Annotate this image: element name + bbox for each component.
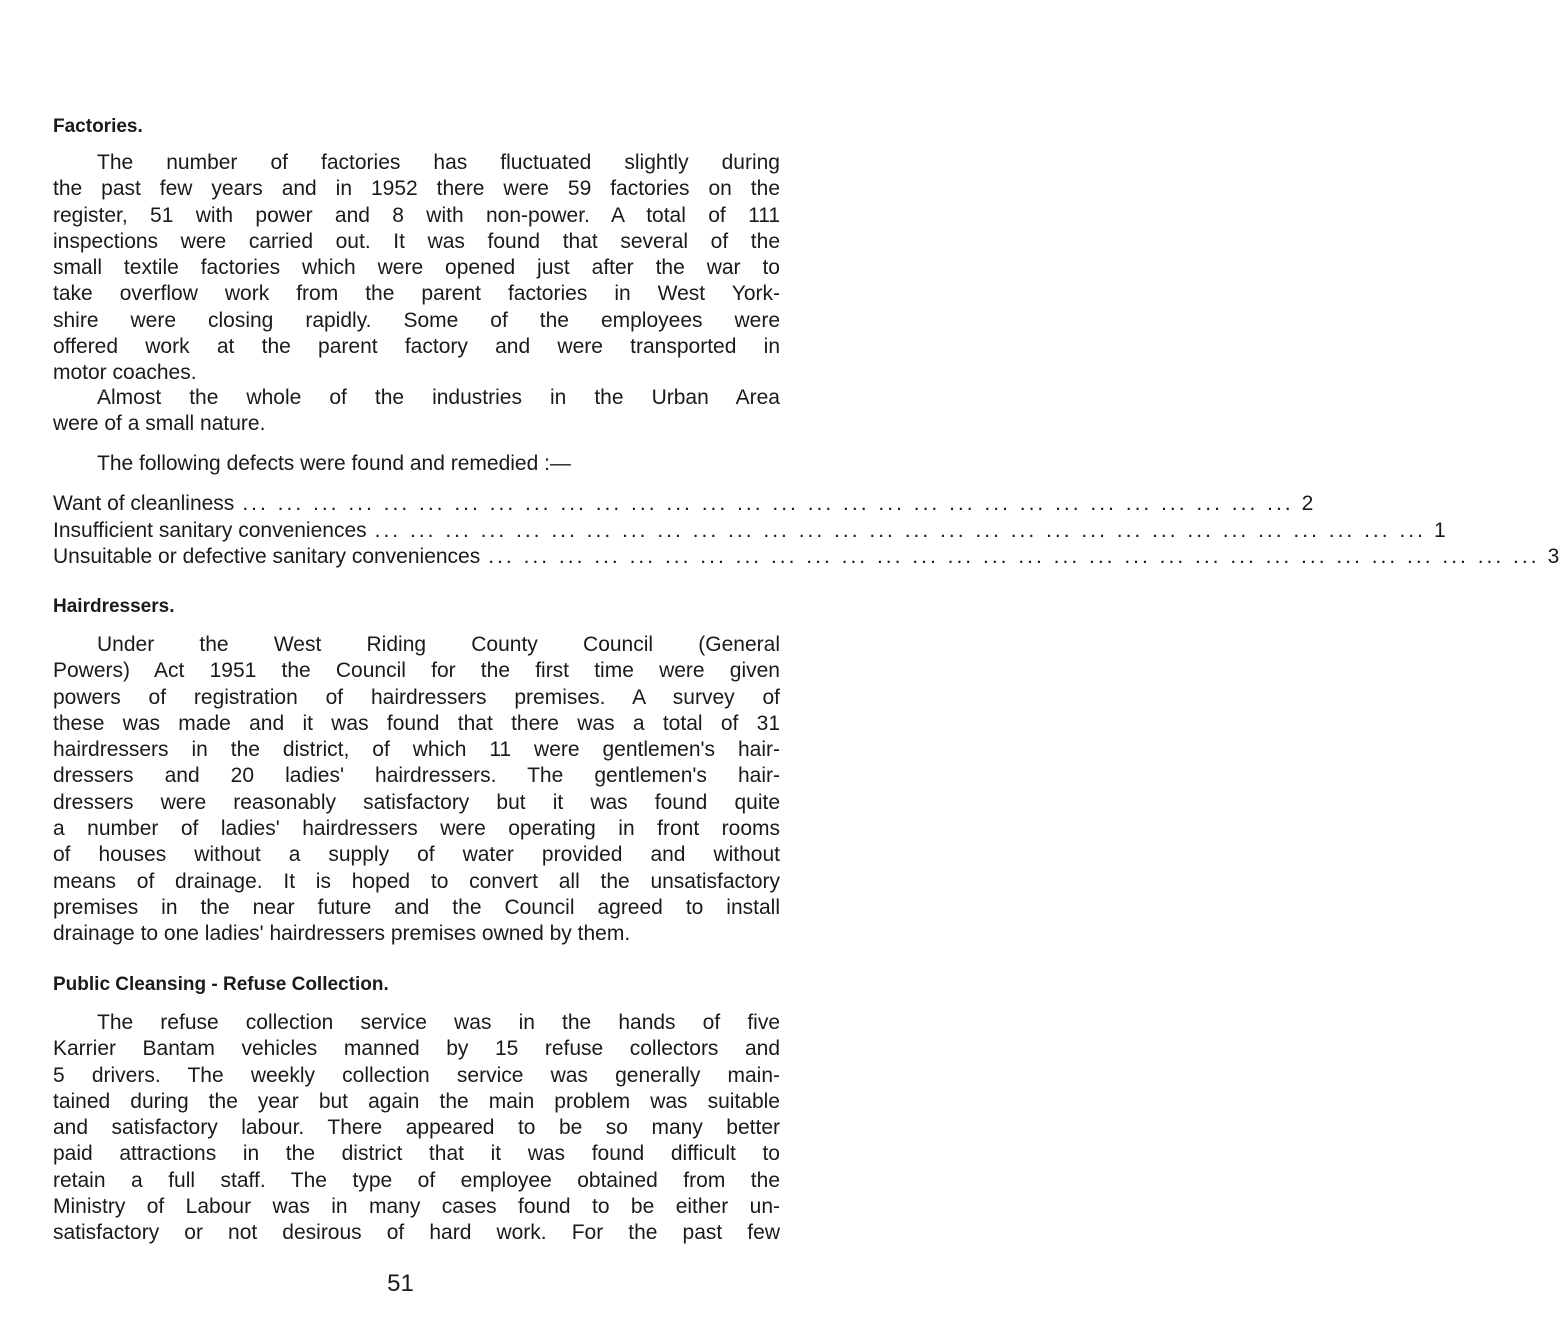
text-line: inspections were carried out. It was found that several of the: [53, 229, 780, 253]
text-line: the past few years and in 1952 there were 59 factories on the: [53, 177, 780, 201]
text-line: premises in the near future and the Council agreed to install: [53, 895, 780, 919]
defect-count: 2: [1301, 492, 1314, 515]
defect-item: [53, 518, 1446, 545]
text-line: a number of ladies' hairdressers were operating in front rooms: [53, 817, 780, 841]
cleansing-heading: Public Cleansing - Refuse Collection.: [53, 974, 389, 995]
text-line: Under the West Riding County Council (General: [97, 633, 780, 656]
text-line: Karrier Bantam vehicles manned by 15 refuse collectors and: [53, 1037, 780, 1061]
text-line: dressers were reasonably satisfactory but it was found quite: [53, 790, 780, 814]
text-line: The refuse collection service was in the hands of five: [97, 1011, 780, 1034]
text-line: offered work at the parent factory and were transported in: [53, 335, 780, 359]
text-line: dressers and 20 ladies' hairdressers. The gentlemen's hair-: [53, 764, 780, 788]
text-line: hairdressers in the district, of which 11 were gentlemen's hair-: [53, 738, 780, 762]
text-line: motor coaches.: [53, 361, 197, 385]
defect-item: [53, 544, 1559, 571]
defect-label: Unsuitable or defective sanitary conveniences: [53, 545, 481, 568]
text-line: were of a small nature.: [53, 412, 266, 436]
defect-count: 3: [1547, 545, 1559, 568]
text-line: Ministry of Labour was in many cases found to be either un-: [53, 1195, 780, 1219]
factories-paragraph-3: [53, 451, 780, 477]
text-line: of houses without a supply of water provided and without: [53, 843, 780, 867]
text-line: powers of registration of hairdressers premises. A survey of: [53, 685, 780, 709]
leader-dots: ... ... ... ... ... ... ... ... ... ... ... ... ... ... ... ... ... ... ... ... ... ... ... ... ... ... ... ... ... ...: [242, 492, 1294, 515]
text-line: The following defects were found and remedied :—: [97, 452, 571, 475]
defects-list: [53, 491, 1559, 571]
text-line: tained during the year but again the main problem was suitable: [53, 1089, 780, 1113]
page-number: 51: [387, 1270, 414, 1297]
text-line: take overflow work from the parent factories in West York-: [53, 282, 780, 306]
leader-dots: ... ... ... ... ... ... ... ... ... ... ... ... ... ... ... ... ... ... ... ... ... ... ... ... ... ... ... ... ... ...: [488, 545, 1540, 568]
text-line: satisfactory or not desirous of hard work. For the past few: [53, 1221, 780, 1245]
defect-label: Insufficient sanitary conveniences: [53, 518, 367, 542]
text-line: Powers) Act 1951 the Council for the first time were given: [53, 659, 780, 683]
factories-paragraph-2: [53, 385, 780, 438]
text-line: The number of factories has fluctuated slightly during: [97, 151, 780, 174]
cleansing-paragraph: [53, 1010, 780, 1247]
text-line: Almost the whole of the industries in the Urban Area: [97, 386, 780, 409]
defect-item: [53, 491, 1314, 518]
defect-label: Want of cleanliness: [53, 492, 235, 515]
text-line: register, 51 with power and 8 with non-power. A total of 111: [53, 203, 780, 227]
text-line: retain a full staff. The type of employee obtained from the: [53, 1168, 780, 1192]
factories-paragraph-1: [53, 150, 780, 387]
text-line: paid attractions in the district that it was found difficult to: [53, 1142, 780, 1166]
text-line: small textile factories which were opened just after the war to: [53, 256, 780, 280]
factories-heading: Factories.: [53, 116, 143, 137]
text-line: means of drainage. It is hoped to convert all the unsatisfactory: [53, 869, 780, 893]
hairdressers-paragraph: [53, 632, 780, 948]
defect-count: 1: [1433, 518, 1446, 542]
leader-dots: ... ... ... ... ... ... ... ... ... ... ... ... ... ... ... ... ... ... ... ... ... ... ... ... ... ... ... ... ... ...: [374, 518, 1426, 542]
text-line: shire were closing rapidly. Some of the employees were: [53, 308, 780, 332]
text-line: 5 drivers. The weekly collection service was generally main-: [53, 1063, 780, 1087]
text-line: these was made and it was found that there was a total of 31: [53, 711, 780, 735]
text-line: and satisfactory labour. There appeared to be so many better: [53, 1116, 780, 1140]
hairdressers-heading: Hairdressers.: [53, 596, 175, 617]
text-line: drainage to one ladies' hairdressers premises owned by them.: [53, 922, 631, 946]
